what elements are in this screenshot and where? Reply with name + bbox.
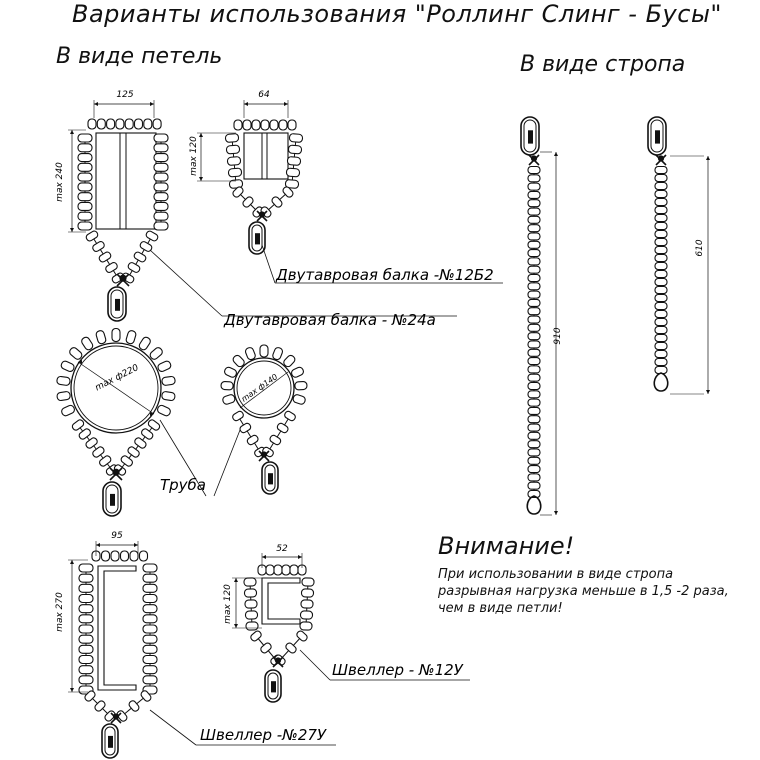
bead <box>528 449 540 456</box>
bead <box>528 233 540 240</box>
label-beam-24a: Двутавровая балка - №24а <box>224 311 436 329</box>
bead <box>655 279 667 286</box>
bead <box>78 173 92 181</box>
bead <box>102 551 110 561</box>
arrow-head <box>554 511 558 515</box>
bead <box>79 615 93 623</box>
bead <box>143 625 157 633</box>
bead <box>528 341 540 348</box>
bead <box>528 466 540 473</box>
bead <box>282 565 290 575</box>
bead <box>222 394 236 405</box>
bead <box>225 133 239 142</box>
bead <box>528 241 540 248</box>
bead <box>655 231 667 238</box>
bead <box>79 605 93 613</box>
arrow-head <box>244 102 248 106</box>
bead <box>79 635 93 643</box>
bead <box>246 434 259 446</box>
bead <box>128 700 140 713</box>
bead <box>528 299 540 306</box>
bead <box>655 335 667 342</box>
label-channel-12u: Швеллер - №12У <box>332 661 463 679</box>
bead <box>97 119 105 129</box>
bead <box>260 642 273 654</box>
dim-channel-12u-height: max 120 <box>223 584 233 624</box>
bead <box>98 455 112 468</box>
bead <box>79 656 93 664</box>
bead <box>295 381 307 390</box>
knot-dot <box>276 658 281 663</box>
arrow-head <box>284 102 288 106</box>
bead <box>156 404 171 417</box>
bead <box>79 666 93 674</box>
bead <box>243 120 251 130</box>
bead <box>234 120 242 130</box>
bead <box>244 578 256 587</box>
bead <box>79 625 93 633</box>
bead <box>221 381 233 390</box>
bead <box>245 600 257 609</box>
arrow-head <box>262 555 266 559</box>
bead <box>655 191 667 198</box>
bead <box>528 266 540 273</box>
bead <box>71 419 85 432</box>
bead <box>655 183 667 190</box>
bead <box>68 346 83 361</box>
bead <box>133 251 147 263</box>
bead <box>138 336 152 351</box>
bead <box>145 230 159 242</box>
bead <box>528 374 540 381</box>
cable-line <box>238 416 260 452</box>
bead <box>78 428 92 441</box>
bead <box>78 212 92 220</box>
bead <box>231 410 244 422</box>
bead <box>528 333 540 340</box>
bead <box>279 120 287 130</box>
bead <box>301 589 313 598</box>
bead <box>288 120 296 130</box>
bead <box>78 134 92 142</box>
carabiner-gate <box>528 130 533 143</box>
carabiner-icon <box>262 462 278 494</box>
bead <box>276 422 289 434</box>
carabiner-gate <box>110 494 115 506</box>
bead <box>528 275 540 282</box>
bead <box>140 551 148 561</box>
bead <box>98 251 112 263</box>
dim-pipe-large-dia: max ф220 <box>93 363 141 394</box>
arrow-head <box>298 555 302 559</box>
bead <box>300 622 312 631</box>
bead <box>302 578 314 587</box>
bead <box>154 154 168 162</box>
bead <box>655 271 667 278</box>
bead <box>134 437 148 450</box>
bead <box>655 327 667 334</box>
bead <box>528 216 540 223</box>
bead <box>154 173 168 181</box>
bead <box>266 565 274 575</box>
arrow-head <box>150 102 154 106</box>
bead <box>157 360 172 373</box>
bead <box>79 645 93 653</box>
bead <box>655 351 667 358</box>
channel-outline <box>262 578 300 624</box>
bead <box>289 133 303 142</box>
bead <box>655 239 667 246</box>
bead <box>528 208 540 215</box>
bead <box>655 303 667 310</box>
bead <box>288 145 302 154</box>
bead <box>143 605 157 613</box>
bead <box>125 330 136 345</box>
bead <box>270 120 278 130</box>
knot-dot <box>113 469 119 475</box>
bead <box>111 551 119 561</box>
dim-channel-12u-width: 52 <box>276 544 288 554</box>
bead <box>149 346 164 361</box>
bead <box>250 630 263 642</box>
dim-beam-12b2-height: max 120 <box>189 136 199 176</box>
arrow-head <box>70 560 74 564</box>
leader-line <box>300 650 330 680</box>
bead <box>528 258 540 265</box>
bead <box>528 225 540 232</box>
bead <box>60 360 75 373</box>
bead <box>655 199 667 206</box>
carabiner-gate <box>108 736 113 748</box>
label-beam-12b2: Двутавровая балка -№12Б2 <box>276 266 494 284</box>
bead <box>290 366 304 378</box>
bead <box>147 419 161 432</box>
attention-title: Внимание! <box>438 532 575 560</box>
bead <box>88 119 96 129</box>
bead <box>127 446 141 459</box>
bead <box>528 457 540 464</box>
bead <box>79 595 93 603</box>
bead <box>244 589 256 598</box>
arrow-head <box>94 102 98 106</box>
bead <box>528 366 540 373</box>
carabiner-icon <box>103 482 121 516</box>
knot-dot <box>260 212 265 217</box>
bead <box>154 163 168 171</box>
bead <box>655 215 667 222</box>
bead <box>92 240 106 252</box>
dim-pipe-small-dia: max ф140 <box>239 372 280 404</box>
bead <box>528 399 540 406</box>
bead <box>655 207 667 214</box>
bead <box>143 584 157 592</box>
bead <box>528 358 540 365</box>
knot-dot <box>532 156 537 161</box>
bead <box>143 676 157 684</box>
bead <box>78 163 92 171</box>
bead <box>283 410 296 422</box>
bead <box>528 391 540 398</box>
knot-dot <box>262 452 267 457</box>
bead <box>528 283 540 290</box>
bead <box>79 676 93 684</box>
bead <box>130 551 138 561</box>
bead <box>57 391 71 401</box>
dim-line <box>78 362 154 414</box>
dim-beam-24a-height: max 240 <box>55 162 65 202</box>
carabiner-gate <box>115 299 120 311</box>
bead <box>655 287 667 294</box>
leader-line <box>262 245 275 283</box>
bead <box>135 119 143 129</box>
bead <box>226 145 240 154</box>
bead <box>655 319 667 326</box>
carabiner-gate <box>255 233 260 244</box>
dim-channel-27u-width: 95 <box>111 531 123 541</box>
bead <box>528 308 540 315</box>
label-pipe: Труба <box>160 476 207 494</box>
bead <box>301 600 313 609</box>
bead <box>528 200 540 207</box>
bead <box>528 474 540 481</box>
bead <box>245 611 257 620</box>
bead <box>143 635 157 643</box>
attention-text: При использовании в виде стропа разрывная нагрузка меньше в 1,5 -2 раза, чем в виде петли! <box>438 567 729 616</box>
bead <box>78 222 92 230</box>
bead <box>116 119 124 129</box>
carabiner-icon <box>521 117 539 155</box>
dim-beam-24a-width: 125 <box>116 90 134 100</box>
bead <box>78 183 92 191</box>
bead <box>528 250 540 257</box>
bead <box>528 175 540 182</box>
bead <box>79 574 93 582</box>
bead <box>85 230 99 242</box>
bead <box>78 193 92 201</box>
bead <box>260 345 268 357</box>
bead <box>528 167 540 174</box>
bead <box>143 656 157 664</box>
bead <box>105 261 119 273</box>
bead <box>143 645 157 653</box>
bead <box>528 183 540 190</box>
bead <box>528 482 540 489</box>
bead <box>528 416 540 423</box>
knot-dot <box>659 156 664 161</box>
bead <box>78 202 92 210</box>
arrow-head <box>96 543 100 547</box>
bead <box>261 120 269 130</box>
bead <box>107 119 115 129</box>
bead <box>528 349 540 356</box>
arrow-head <box>706 156 710 160</box>
section-heading-sling: В виде стропа <box>520 52 686 77</box>
bead <box>528 324 540 331</box>
carabiner-icon <box>102 724 118 758</box>
bead <box>239 422 252 434</box>
arrow-head <box>134 543 138 547</box>
bead <box>95 330 106 345</box>
bead <box>655 247 667 254</box>
bead <box>154 222 168 230</box>
bead <box>161 391 175 401</box>
section-heading-loops: В виде петель <box>56 44 223 69</box>
bead <box>121 551 129 561</box>
bead <box>655 295 667 302</box>
arrow-head <box>70 228 74 232</box>
bead <box>154 202 168 210</box>
bead <box>528 441 540 448</box>
bead <box>154 183 168 191</box>
arrow-head <box>70 688 74 692</box>
bead <box>79 584 93 592</box>
bead <box>528 383 540 390</box>
arrow-head <box>199 133 203 137</box>
bead <box>655 167 667 174</box>
knot-dot <box>120 275 126 281</box>
carabiner-icon <box>108 287 126 321</box>
bead <box>154 134 168 142</box>
bead <box>287 156 301 165</box>
bead <box>655 263 667 270</box>
leader-line <box>214 430 240 496</box>
bead <box>143 595 157 603</box>
carabiner-icon <box>249 222 265 254</box>
dim-sling-short-length: 610 <box>695 239 705 257</box>
bead <box>290 565 298 575</box>
bead <box>92 446 106 459</box>
bead <box>246 622 258 631</box>
bead <box>528 316 540 323</box>
bead <box>78 144 92 152</box>
leader-line <box>150 250 222 316</box>
bead <box>162 376 176 386</box>
bead <box>655 311 667 318</box>
thimble-icon <box>654 373 668 391</box>
bead <box>300 611 312 620</box>
bead <box>143 574 157 582</box>
page-title: Варианты использования "Роллинг Слинг - Бусы" <box>72 0 722 28</box>
label-channel-27u: Швеллер -№27У <box>200 726 327 744</box>
bead <box>140 428 154 441</box>
bead <box>143 615 157 623</box>
dim-beam-12b2-width: 64 <box>258 90 270 100</box>
knot-dot <box>114 714 119 719</box>
bead <box>244 347 256 361</box>
carabiner-icon <box>648 117 666 155</box>
carabiner-gate <box>268 473 273 484</box>
bead <box>655 175 667 182</box>
bead <box>112 329 120 342</box>
bead <box>223 366 237 378</box>
bead <box>655 255 667 262</box>
bead <box>144 119 152 129</box>
bead <box>79 564 93 572</box>
arrow-head <box>706 390 710 394</box>
dim-sling-long-length: 910 <box>553 327 563 345</box>
arrow-head <box>199 177 203 181</box>
i-beam-outline <box>244 133 288 179</box>
carabiner-gate <box>655 130 660 143</box>
bead <box>528 432 540 439</box>
channel-outline <box>98 566 136 690</box>
bead <box>80 336 94 351</box>
dim-channel-27u-height: max 270 <box>55 592 65 632</box>
bead <box>143 666 157 674</box>
bead <box>78 154 92 162</box>
bead <box>125 119 133 129</box>
arrow-head <box>554 152 558 156</box>
bead <box>528 424 540 431</box>
bead <box>252 120 260 130</box>
bead <box>655 343 667 350</box>
bead <box>154 193 168 201</box>
cable-line <box>268 416 290 452</box>
bead <box>286 168 300 177</box>
bead <box>154 144 168 152</box>
thimble-icon <box>527 496 541 514</box>
bead <box>528 191 540 198</box>
bead <box>153 119 161 129</box>
bead <box>227 156 241 165</box>
bead <box>655 359 667 366</box>
bead <box>655 223 667 230</box>
bead <box>85 437 99 450</box>
bead <box>228 168 242 177</box>
bead <box>154 212 168 220</box>
arrow-head <box>234 578 238 582</box>
bead <box>57 376 71 386</box>
bead <box>120 455 134 468</box>
carabiner-gate <box>271 681 276 692</box>
bead <box>274 565 282 575</box>
bead <box>272 347 284 361</box>
bead <box>292 394 306 405</box>
bead <box>143 564 157 572</box>
bead <box>528 291 540 298</box>
bead <box>127 261 141 273</box>
leader-line <box>150 710 196 745</box>
bead <box>528 407 540 414</box>
bead <box>269 434 282 446</box>
bead <box>60 404 75 417</box>
arrow-head <box>234 624 238 628</box>
carabiner-icon <box>265 670 281 702</box>
arrow-head <box>70 130 74 134</box>
